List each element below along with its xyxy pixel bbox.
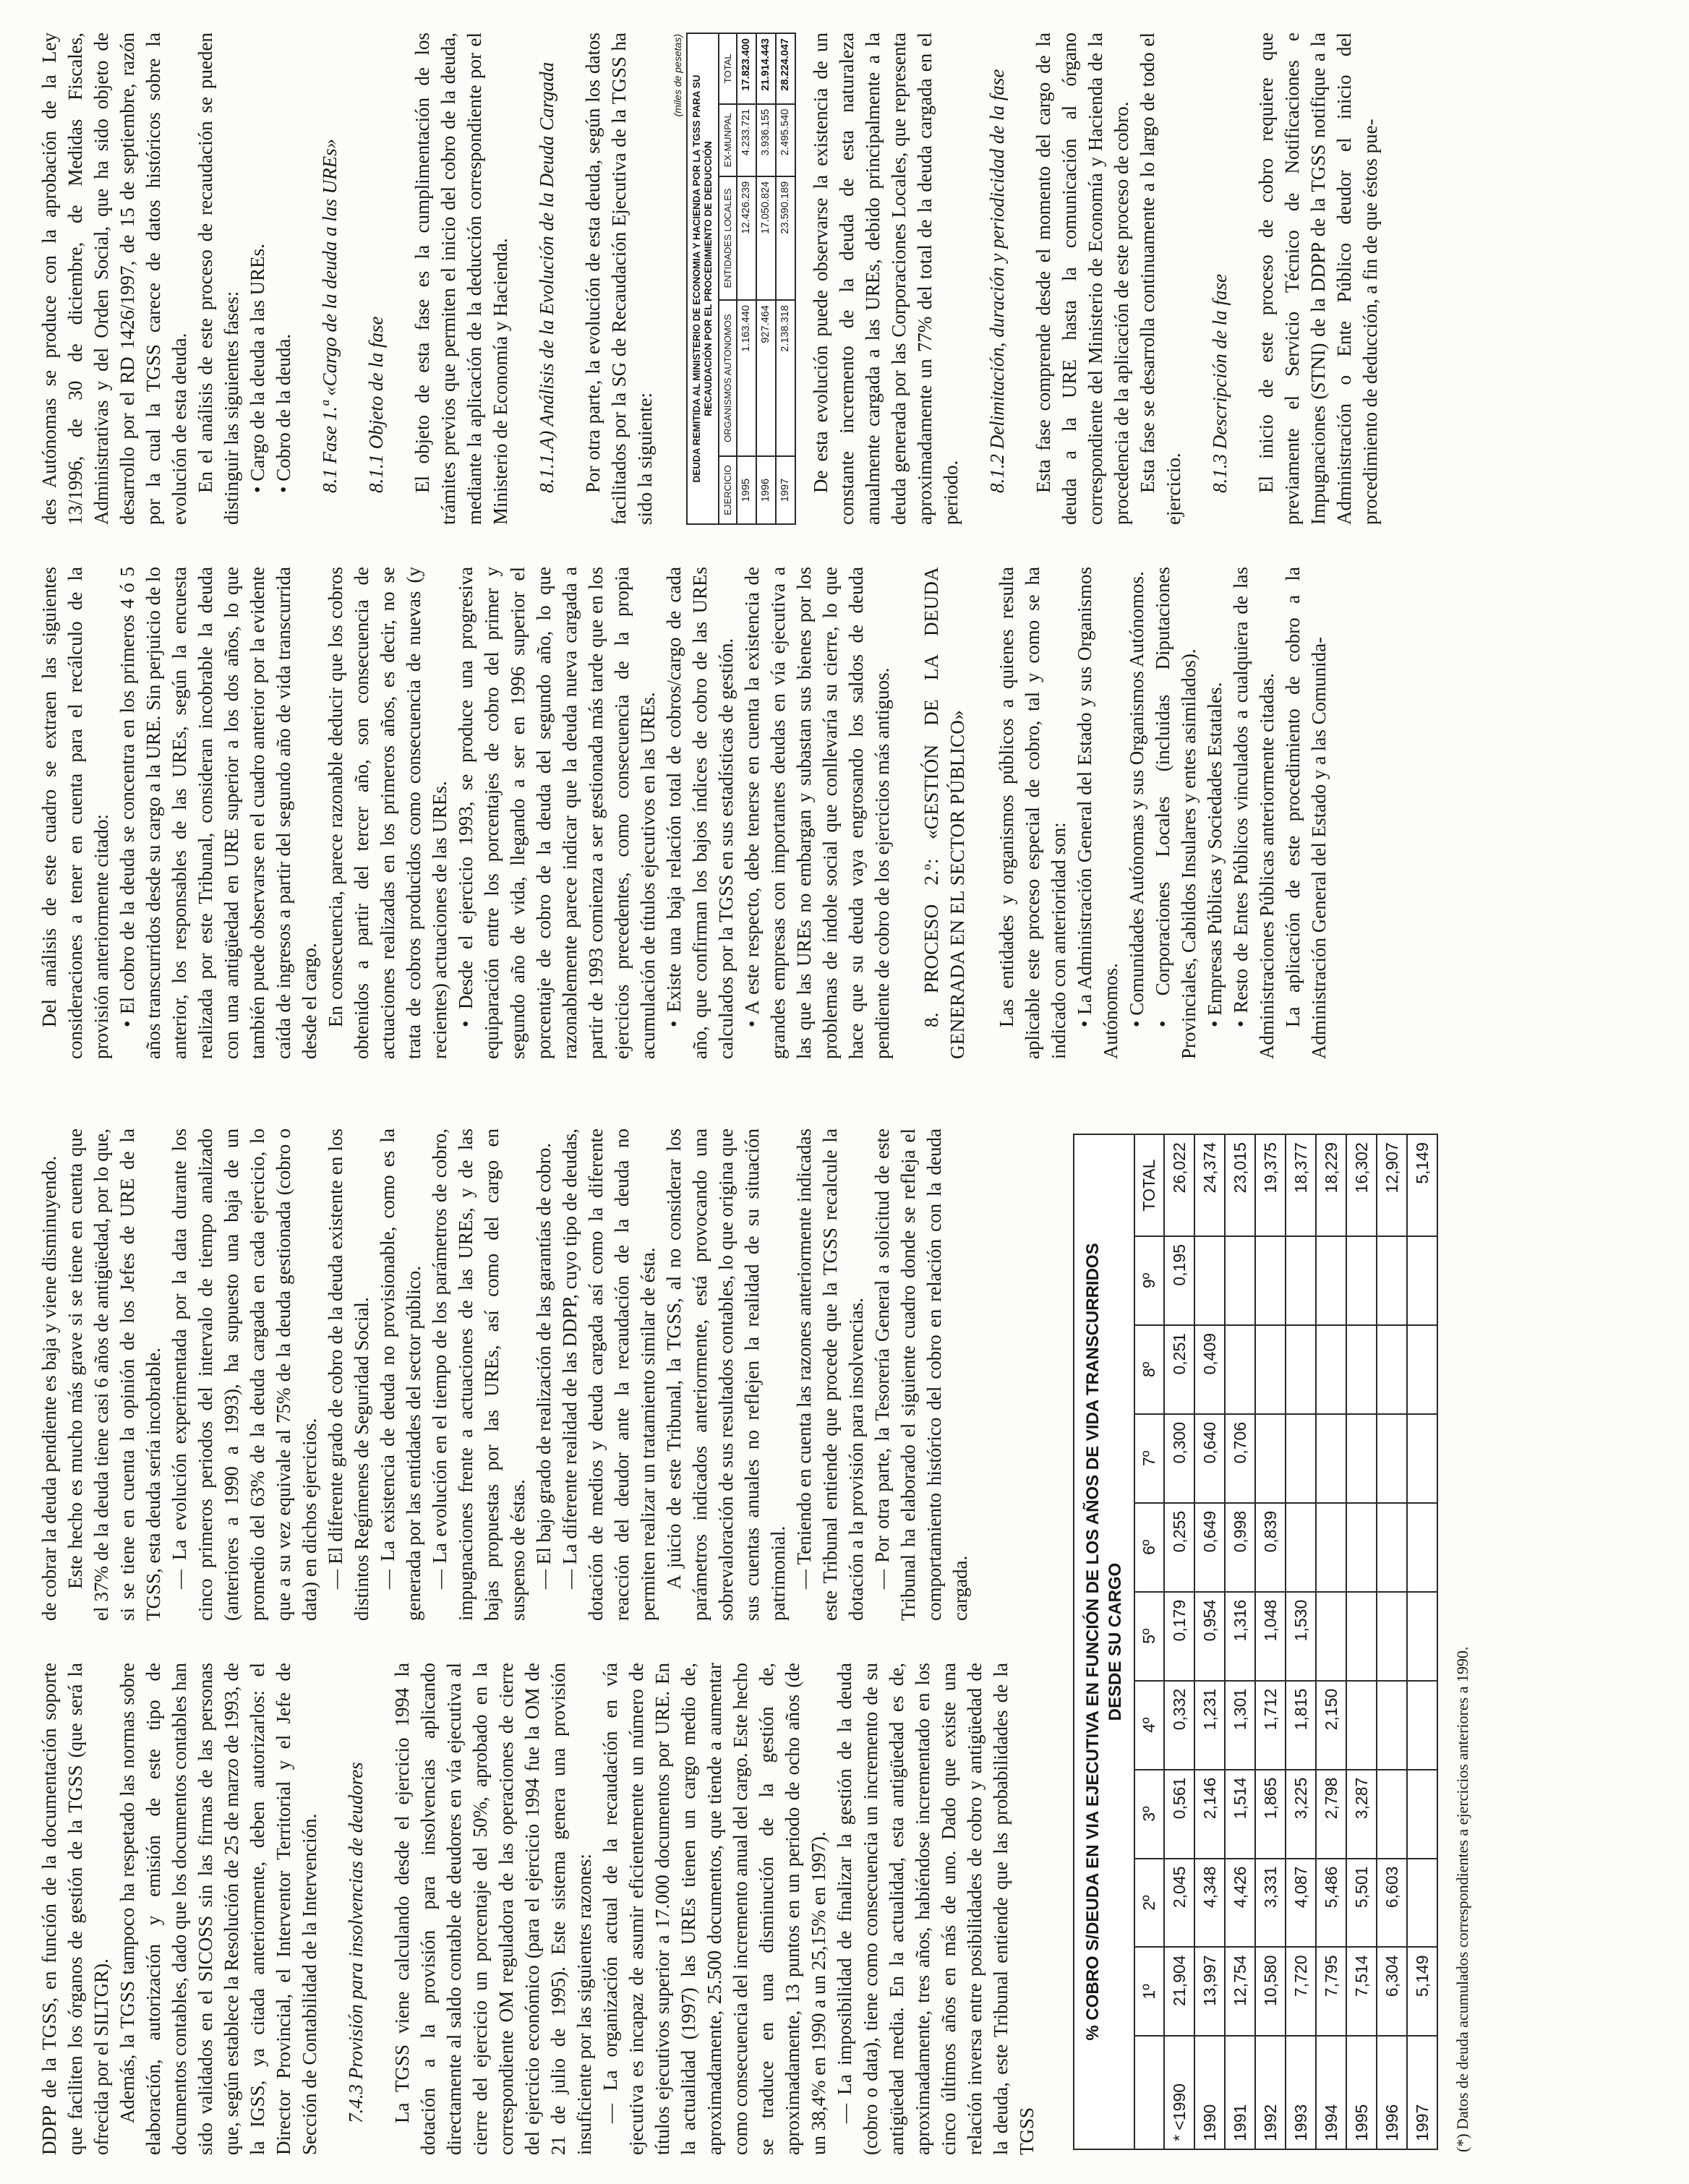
value-cell (1377, 1681, 1407, 1770)
value-cell: 1,712 (1255, 1681, 1286, 1770)
paragraph: En el análisis de este proceso de recaudación se pueden distinguir las siguientes fases: (194, 33, 242, 525)
value-cell: 1,530 (1286, 1592, 1316, 1681)
paragraph: DDPP de la TGSS, en función de la documentación soporte que faciliten los órganos de gestión de la TGSS (que será la ofrecida por el SILTGR). (38, 1663, 112, 2155)
column-header-cell: TOTAL (719, 33, 737, 104)
row-label-cell: 1994 (1316, 2036, 1346, 2149)
paragraph: • Existe una baja relación total de cobros/cargo de cada año, que confirman los bajos índices de cobro de las UREs calculados por la TGSS en sus estadísticas de gestión. (663, 567, 737, 1059)
deuda-table-section (671, 33, 796, 525)
value-cell (1346, 1325, 1377, 1414)
value-cell (1255, 1325, 1286, 1414)
value-cell: 6,603 (1377, 1859, 1407, 1948)
column-header-cell: EJERCICIO (719, 456, 737, 524)
value-cell: 5,149 (1407, 1948, 1437, 2037)
value-cell (1316, 1236, 1346, 1325)
value-cell: 0,839 (1255, 1503, 1286, 1592)
value-cell: 5,501 (1346, 1859, 1377, 1948)
value-cell: 0,640 (1194, 1414, 1225, 1503)
value-cell: 4,348 (1194, 1859, 1225, 1948)
table-title-line: DESDE SU CARGO (1106, 1562, 1125, 1721)
paragraph: • La Administración General del Estado y sus Organismos Autónomos. (1074, 567, 1121, 1059)
table-row (1316, 1134, 1346, 2149)
value-cell: 12.426.239 (737, 176, 756, 300)
paragraph: — La organización actual de la recaudación en vía ejecutiva es incapaz de asumir eficientemente un número de títulos ejecutivos superior a 17.000 documentos por URE. En la actualidad (1997) las UREs tienen un cargo medio de, aproximadamente, 25.500 documentos, que tiende a aumentar como consecuencia del incremento anual del cargo. Este hecho se traduce en una disminución de la gestión de, aproximadamente, 13 puntos en un periodo de ocho años (de un 38,4% en 1990 a un 25,15% en 1997). (599, 1663, 829, 2155)
value-cell (1346, 1592, 1377, 1681)
table-row (1164, 1134, 1194, 2149)
value-cell (1407, 1325, 1437, 1414)
page-left (36, 1129, 1653, 2155)
value-cell: 1,316 (1225, 1592, 1255, 1681)
value-cell: 0,255 (1164, 1503, 1194, 1592)
table-title-row (687, 33, 719, 524)
row-label-cell: 1997 (776, 456, 795, 524)
row-label-cell: 1997 (1407, 2036, 1437, 2149)
column-header-cell: ORGANISMOS AUTONOMOS (719, 300, 737, 456)
row-label-cell: 1995 (737, 456, 756, 524)
table-row (1377, 1134, 1407, 2149)
unit-note: (miles de pesetas) (672, 34, 683, 117)
paragraph: El objeto de esta fase es la cumplimentación de los trámites previos que permiten el inicio del cobro de la deuda, mediante la aplicación de la deducción correspondiente por el Ministerio de Economía y Hacienda. (411, 33, 511, 525)
value-cell: 0,179 (1164, 1592, 1194, 1681)
table-row (756, 33, 776, 524)
value-cell: 3,225 (1286, 1770, 1316, 1859)
value-cell (1377, 1325, 1407, 1414)
paragraph: La TGSS viene calculando desde el ejercicio 1994 la dotación a la provisión para insolvencias aplicando directamente al saldo contable de deudores en vía ejecutiva al cierre del ejercicio un porcentaje del 50%, aprobado en la correspondiente OM reguladora de las operaciones de cierre del ejercicio económico (para el ejercicio 1994 fue la OM de 21 de julio de 1995). Este sistema genera una provisión insuficiente por las siguientes razones: (391, 1663, 595, 2155)
value-cell (1377, 1414, 1407, 1503)
paragraph: — La existencia de deuda no provisionable, como es la generada por las entidades del sector público. (377, 1129, 424, 1621)
section-heading: 8. PROCESO 2.º: «GESTIÓN DE LA DEUDA GENERADA EN EL SECTOR PÚBLICO» (920, 567, 968, 1059)
column-header-cell: 1º (1134, 1948, 1164, 2037)
table-row (1286, 1134, 1316, 2149)
paragraph: • Desde el ejercicio 1993, se produce una progresiva equiparación entre los porcentajes de cobro del primer y segundo año de vida, llegando a ser en 1996 superior el porcentaje de cobro de la deuda del segundo año, lo que razonablemente parece indicar que la deuda nueva cargada a partir de 1993 comienza a ser gestionada más tarde que en los ejercicios precedentes, como consecuencia de la propia acumulación de títulos ejecutivos en las UREs. (455, 567, 659, 1059)
value-cell (1316, 1325, 1346, 1414)
table-title-line: RECAUDACIÓN POR EL PROCEDIMIENTO DE DEDUCCIÓN (703, 141, 714, 416)
value-cell: 0,998 (1225, 1503, 1255, 1592)
value-cell (1377, 1236, 1407, 1325)
value-cell (1316, 1592, 1346, 1681)
total-cell: 21.914.443 (756, 33, 776, 104)
value-cell: 0,251 (1164, 1325, 1194, 1414)
paragraph: de cobrar la deuda pendiente es baja y viene disminuyendo. (38, 1155, 60, 1621)
total-cell: 18,229 (1316, 1134, 1346, 1236)
paragraph: Además, la TGSS tampoco ha respetado las normas sobre elaboración, autorización y emisión de este tipo de documentos contables, dado que los documentos contables han sido validados en el SICOSS sin las firmas de las personas que, según establece la Resolución de 25 de marzo de 1993, de la IGSS, ya citada anteriormente, deben autorizarlos: el Director Provincial, el Interventor Territorial y el Jefe de Sección de Contabilidad de la Intervención. (116, 1663, 320, 2155)
paragraph: • Comunidades Autónomas y sus Organismos Autónomos. (1126, 571, 1147, 1027)
paragraph: El inicio de este proceso de cobro requiere que previamente el Servicio Técnico de Notificaciones e Impugnaciones (STNI) de la DDPP de la TGSS notifique a la Administración o Ente Público deudor el inicio del procedimiento de deducción, a fin de que éstos pue- (1255, 33, 1381, 525)
paragraph: • Corporaciones Locales (incluidas Diputaciones Provinciales, Cabildos Insulares y entes asimilados). (1152, 567, 1200, 1059)
subsection-heading: 8.1.3 Descripción de la fase (1209, 274, 1231, 493)
value-cell: 2,045 (1164, 1859, 1194, 1948)
row-label-cell: 1991 (1225, 2036, 1255, 2149)
value-cell (1225, 1236, 1255, 1325)
value-cell: 2,150 (1316, 1681, 1346, 1770)
paragraph: — La evolución experimentada por la data durante los cinco primeros periodos del intervalo de tiempo analizado (anteriores a 1990 a 1993), ha supuesto una baja de un promedio del 63% de la deuda cargada en cada ejercicio, lo que a su vez equivale al 75% de la deuda gestionada (cobro o data) en dichos ejercicios. (168, 1129, 320, 1621)
value-cell (1377, 1592, 1407, 1681)
total-cell: 17.823.400 (737, 33, 756, 104)
table-title-line: DEUDA REMITIDA AL MINISTERIO DE ECONOMIA Y HACIENDA POR LA TGSS PARA SU (691, 74, 702, 483)
table-row (776, 33, 795, 524)
paragraph: des Autónomas se produce con la aprobación de la Ley 13/1996, de 30 de diciembre, de Medidas Fiscales, Administrativas y del Orden Social, que ha sido objeto de desarrollo por el RD 1426/1997, de 15 de septiembre, razón por la cual la TGSS carece de datos históricos sobre la evolución de esta deuda. (38, 33, 190, 525)
value-cell (1286, 1236, 1316, 1325)
value-cell: 0,954 (1194, 1592, 1225, 1681)
table-row (1225, 1134, 1255, 2149)
value-cell: 1,865 (1255, 1770, 1286, 1859)
table-row (1346, 1134, 1377, 2149)
column-3 (36, 567, 1383, 1059)
value-cell (1286, 1325, 1316, 1414)
table-row (1194, 1134, 1225, 2149)
value-cell (1377, 1770, 1407, 1859)
row-label-cell: 1996 (1377, 2036, 1407, 2149)
total-cell: 24,374 (1194, 1134, 1225, 1236)
column-1 (36, 1663, 1040, 2155)
value-cell: 7,795 (1316, 1948, 1346, 2037)
total-cell: 28.224.047 (776, 33, 795, 104)
column-header-cell (1134, 2036, 1164, 2149)
subsection-heading: 8.1.1 Objeto de la fase (365, 316, 387, 493)
row-label-cell: 1996 (756, 456, 776, 524)
value-cell: 1,048 (1255, 1592, 1286, 1681)
paragraph: Este hecho es mucho más grave si se tiene en cuenta que el 37% de la deuda tiene casi 6 años de antigüedad, por lo que, si se tiene en cuenta la opinión de los Jefes de URE de la TGSS, esta deuda sería incobrable. (64, 1129, 164, 1621)
paragraph: De esta evolución puede observarse la existencia de un constante incremento de la deuda de esta naturaleza anualmente cargada a las UREs, debido principalmente a la deuda generada por las Corporaciones Locales, que representa aproximadamente un 77% del total de la deuda cargada en el periodo. (810, 33, 962, 525)
value-cell: 1,301 (1225, 1681, 1255, 1770)
value-cell: 0,195 (1164, 1236, 1194, 1325)
value-cell: 7,720 (1286, 1948, 1316, 2037)
paragraph: • Cobro de la deuda. (273, 333, 294, 493)
paragraph: — El diferente grado de cobro de la deuda existente en los distintos Regímenes de Seguridad Social. (325, 1129, 372, 1621)
paragraph: A juicio de este Tribunal, la TGSS, al no considerar los parámetros indicados anteriormente, está provocando una sobrevaloración de sus resultados contables, lo que origina que sus cuentas anuales no reflejen la realidad de su situación patrimonial. (663, 1129, 789, 1621)
value-cell (1194, 1236, 1225, 1325)
total-cell: 18,377 (1286, 1134, 1316, 1236)
total-cell: 26,022 (1164, 1134, 1194, 1236)
paragraph: • El cobro de la deuda se concentra en los primeros 4 ó 5 años transcurridos desde su cargo a la URE. Sin perjuicio de lo anterior, los responsables de las UREs, según la encuesta realizada por este Tribunal, consideran incobrable la deuda con una antigüedad en URE superior a los dos años, lo que también puede observarse en el cuadro anterior por la evidente caída de ingresos a partir del segundo año de vida transcurrida desde el cargo. (116, 567, 320, 1059)
column-header-cell: 5º (1134, 1592, 1164, 1681)
paragraph: • Cargo de la deuda a las UREs. (247, 244, 268, 493)
value-cell (1377, 1503, 1407, 1592)
paragraph: — La diferente realidad de las DDPP, cuyo tipo de deudas, dotación de medios y deuda cargada así como la diferente reacción del deudor ante la recaudación de la deuda no permiten realizar un tratamiento similar de ésta. (559, 1129, 659, 1621)
cobro-table (1073, 1134, 1438, 2150)
table-row (737, 33, 756, 524)
total-cell: 16,302 (1346, 1134, 1377, 1236)
value-cell (1255, 1414, 1286, 1503)
total-cell: 19,375 (1255, 1134, 1286, 1236)
table-title-row (1074, 1134, 1134, 2149)
column-2 (36, 1129, 1040, 1621)
value-cell (1346, 1236, 1377, 1325)
value-cell: 3.936.155 (756, 104, 776, 176)
column-header-cell: 4º (1134, 1681, 1164, 1770)
column-header-cell: EX-MUNPAL (719, 104, 737, 176)
column-header-cell: 8º (1134, 1325, 1164, 1414)
value-cell: 2,146 (1194, 1770, 1225, 1859)
value-cell (1407, 1859, 1437, 1948)
cobro-table-section (1073, 1129, 1438, 2155)
paragraph: La aplicación de este procedimiento de cobro a la Administración General del Estado y a las Comunida- (1282, 567, 1330, 1059)
value-cell: 0,561 (1164, 1770, 1194, 1859)
row-label-cell: 1993 (1286, 2036, 1316, 2149)
value-cell: 0,409 (1194, 1325, 1225, 1414)
page-right (36, 33, 1653, 1059)
value-cell: 17.050.824 (756, 176, 776, 300)
value-cell (1346, 1503, 1377, 1592)
paragraph: — La imposibilidad de finalizar la gestión de la deuda (cobro o data), tiene como consecuencia un incremento de su antigüedad media. En la actualidad, esta antigüedad es de, aproximadamente, tres años, habiéndose incrementado en los cinco últimos años en más de uno. Dado que existe una relación inversa entre posibilidades de cobro y antigüedad de la deuda, este Tribunal entiende que las probabilidades de la TGSS (834, 1663, 1038, 2155)
value-cell: 6,304 (1377, 1948, 1407, 2037)
text-columns (36, 33, 1383, 1059)
value-cell: 1,815 (1286, 1681, 1316, 1770)
table-title (1074, 1134, 1134, 2149)
table-row (1255, 1134, 1286, 2149)
value-cell: 10,580 (1255, 1948, 1286, 2037)
column-header-cell: 2º (1134, 1859, 1164, 1948)
text-columns (36, 1129, 1040, 2155)
paragraph: — Por otra parte, la Tesorería General a solicitud de este Tribunal ha elaborado el siguiente cuadro donde se refleja el comportamiento histórico del cobro en relación con la deuda cargada. (871, 1129, 971, 1621)
value-cell: 7,514 (1346, 1948, 1377, 2037)
paragraph: Esta fase comprende desde el momento del cargo de la deuda a la URE hasta la comunicación al órgano correspondiente del Ministerio de Economía y Hacienda de la procedencia de la aplicación de este proceso de cobro. (1032, 33, 1132, 525)
value-cell: 3,287 (1346, 1770, 1377, 1859)
value-cell (1286, 1414, 1316, 1503)
subsection-heading: 8.1.1.A) Análisis de la Evolución de la Deuda Cargada (536, 61, 557, 493)
column-header-cell: 3º (1134, 1770, 1164, 1859)
value-cell (1407, 1414, 1437, 1503)
table-footnote: (*) Datos de deuda acumulados correspondientes a ejercicios anteriores a 1990. (1453, 1646, 1471, 2152)
value-cell (1225, 1325, 1255, 1414)
table-header-row (719, 33, 737, 524)
value-cell: 0,332 (1164, 1681, 1194, 1770)
value-cell (1346, 1681, 1377, 1770)
paragraph: • A este respecto, debe tenerse en cuenta la existencia de grandes empresas con importantes deudas en vía ejecutiva a las que las UREs no embargan y subastan sus bienes por los problemas de índole social que conllevaría su cierre, lo que hace que su deuda vaya engrosando los saldos de deuda pendiente de cobro de los ejercicios más antiguos. (741, 567, 893, 1059)
paragraph: Las entidades y organismos públicos a quienes resulta aplicable este proceso especial de cobro, tal y como se ha indicado con anterioridad son: (996, 567, 1069, 1059)
column-header-cell: 6º (1134, 1503, 1164, 1592)
subsection-heading: 7.4.3 Provisión para insolvencias de deudores (345, 1762, 367, 2123)
value-cell: 3,331 (1255, 1859, 1286, 1948)
total-cell: 5,149 (1407, 1134, 1437, 1236)
value-cell: 0,706 (1225, 1414, 1255, 1503)
column-header-cell: 7º (1134, 1414, 1164, 1503)
value-cell: 21,904 (1164, 1948, 1194, 2037)
value-cell (1255, 1236, 1286, 1325)
value-cell (1407, 1503, 1437, 1592)
value-cell (1346, 1414, 1377, 1503)
total-cell: 23,015 (1225, 1134, 1255, 1236)
column-header-cell: ENTIDADES LOCALES (719, 176, 737, 300)
deuda-table (686, 33, 796, 525)
value-cell (1407, 1770, 1437, 1859)
paragraph: Del análisis de este cuadro se extraen las siguientes consideraciones a tener en cuenta para el recálculo de la provisión anteriormente citado: (38, 567, 112, 1059)
value-cell (1286, 1503, 1316, 1592)
value-cell: 13,997 (1194, 1948, 1225, 2037)
value-cell (1316, 1414, 1346, 1503)
value-cell: 0,649 (1194, 1503, 1225, 1592)
table-header-row (1134, 1134, 1164, 2149)
value-cell (1407, 1681, 1437, 1770)
column-header-cell: 9º (1134, 1236, 1164, 1325)
paragraph: — Teniendo en cuenta las razones anteriormente indicadas este Tribunal entiende que procede que la TGSS recalcule la dotación a la provisión para insolvencias. (793, 1129, 867, 1621)
value-cell: 4,426 (1225, 1859, 1255, 1948)
table-row (1407, 1134, 1437, 2149)
row-label-cell: 1992 (1255, 2036, 1286, 2149)
column-header-cell: TOTAL (1134, 1134, 1164, 1236)
value-cell: 1,514 (1225, 1770, 1255, 1859)
subsection-heading: 8.1 Fase 1.ª «Cargo de la deuda a las UREs» (319, 138, 341, 493)
paragraph: Por otra parte, la evolución de esta deuda, según los datos facilitados por la SG de Recaudación Ejecutiva de la TGSS ha sido la siguiente: (582, 33, 656, 525)
column-4 (36, 33, 1383, 525)
value-cell: 1,231 (1194, 1681, 1225, 1770)
value-cell (1407, 1236, 1437, 1325)
value-cell: 927.464 (756, 300, 776, 456)
value-cell: 4,087 (1286, 1859, 1316, 1948)
row-label-cell: 1990 (1194, 2036, 1225, 2149)
paragraph: • Resto de Entes Públicos vinculados a cualquiera de las Administraciones Públicas anteriormente citadas. (1230, 567, 1278, 1059)
value-cell: 12,754 (1225, 1948, 1255, 2037)
table-title (687, 33, 719, 524)
row-label-cell: 1995 (1346, 2036, 1377, 2149)
table-title-line: % COBRO S/DEUDA EN VIA EJECUTIVA EN FUNCIÓN DE LOS AÑOS DE VIDA TRANSCURRIDOS (1083, 1243, 1103, 2041)
paragraph: — La evolución en el tiempo de los parámetros de cobro, impugnaciones frente a actuaciones de las UREs, y de las bajas propuestas por las UREs, así como del cargo en suspenso de éstas. (429, 1129, 529, 1621)
value-cell: 23.590.189 (776, 176, 795, 300)
value-cell (1407, 1592, 1437, 1681)
paragraph: • Empresas Públicas y Sociedades Estatales. (1204, 682, 1226, 1027)
value-cell: 5,486 (1316, 1859, 1346, 1948)
value-cell: 4.233.721 (737, 104, 756, 176)
paragraph: — El bajo grado de realización de las garantías de cobro. (533, 1143, 555, 1589)
value-cell (1316, 1503, 1346, 1592)
row-label-cell: * <1990 (1164, 2036, 1194, 2149)
paragraph: En consecuencia, parece razonable deducir que los cobros obtenidos a partir del tercer año, son consecuencia de actuaciones realizadas en los primeros años, es decir, no se trata de cobros producidos como consecuencia de nuevas (y recientes) actuaciones de las UREs. (325, 567, 450, 1059)
subsection-heading: 8.1.2 Delimitación, duración y periodicidad de la fase (986, 69, 1008, 493)
total-cell: 12,907 (1377, 1134, 1407, 1236)
paragraph: Esta fase se desarrolla continuamente a lo largo de todo el ejercicio. (1137, 33, 1184, 525)
value-cell: 0,300 (1164, 1414, 1194, 1503)
value-cell: 1.163.440 (737, 300, 756, 456)
value-cell: 2.138.318 (776, 300, 795, 456)
value-cell: 2,798 (1316, 1770, 1346, 1859)
value-cell: 2.495.540 (776, 104, 795, 176)
